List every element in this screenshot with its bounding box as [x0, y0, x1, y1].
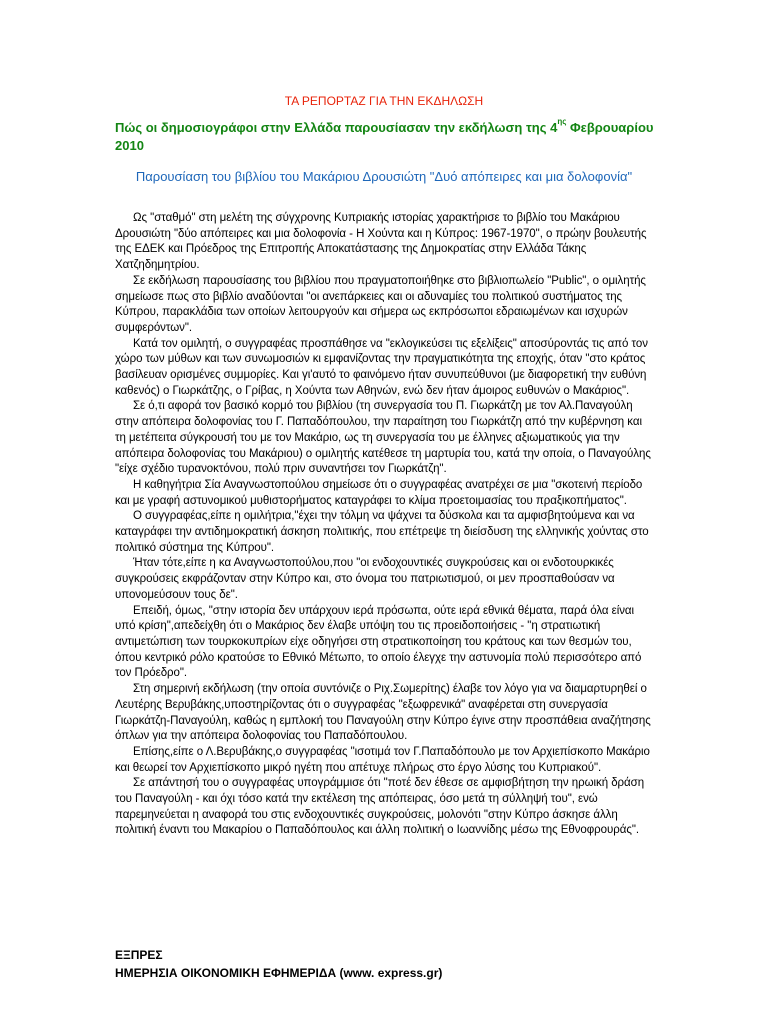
report-heading: ΤΑ ΡΕΠΟΡΤΑΖ ΓΙΑ ΤΗΝ ΕΚΔΗΛΩΣΗ: [284, 94, 484, 108]
newspaper-name: ΕΞΠΡΕΣ: [115, 948, 163, 962]
article-body: [115, 211, 655, 839]
article-paragraph: Στη σημερινή εκδήλωση (την οποία συντόνιζε ο Ριχ.Σωμερίτης) έλαβε τον λόγο για να διαμαρτυρηθεί ο Λευτέρης Βερυβάκης,υποστηρίζοντας ότι ο συγγραφέας "εξωφρενικά" αναφέρεται στη συνεργασία Γιωρκάτζη-Παναγούλη, καθώς η εμπλοκή του Παναγούλη στην Κύπρο έγινε στην προσπάθεια αναζήτησης όπλων για την απόπειρα δολοφονίας του Παπαδόπουλου.: [115, 683, 651, 743]
article-paragraph: Επίσης,είπε ο Λ.Βερυβάκης,ο συγγραφέας "ισοτιμά τον Γ.Παπαδόπουλο με τον Αρχιεπίσκοπο Μακάριο και θεωρεί τον Αρχιεπίσκοπο μικρό ηγέτη που απέτυχε πλήρως στο έργο λύσης του Κυπριακού".: [115, 745, 650, 774]
article-paragraph: Επειδή, όμως, "στην ιστορία δεν υπάρχουν ιερά πρόσωπα, ούτε ιερά εθνικά θέματα, παρά όλα είναι υπό κρίση",απεδείχθη ότι ο Μακάριος δεν έλαβε υπόψη του τις προειδοποιήσεις - "η στρατιωτική αντιμετώπιση των τουρκοκυπρίων είχε οδηγήσει στη στρατικοποίηση του κράτους και των θεσμών του, όπου κεντρικό ρόλο κρατούσε το Εθνικό Μέτωπο, το οποίο έλεγχε την αστυνομία πολύ περισσότερο από τον Πρόεδρο".: [115, 604, 642, 680]
subheading-end: Φεβρουαρίου 2010: [115, 120, 654, 153]
article-paragraph: Η καθηγήτρια Σία Αναγνωστοπούλου σημείωσε ότι ο συγγραφέας ανατρέχει σε μια "σκοτεινή περίοδο και με γραφή αστυνομικού μυθιστορήματος καταγράφει το κλίμα προετοιμασίας του πραξικοπήματος".: [115, 478, 643, 507]
article-paragraph: Σε εκδήλωση παρουσίασης του βιβλίου που πραγματοποιήθηκε στο βιβλιοπωλείο "Public", ο ομιλητής σημείωσε πως στο βιβλίο αναδύονται "οι ανεπάρκειες και οι αδυναμίες του πολιτικού συστήματος της Κύπρου, παρακλάδια των οποίων λειτουργούν και σήμερα ως εκπρόσωποι εδραιωμένων και ισχυρών συμφερόντων".: [115, 274, 646, 334]
article-paragraph: Σε ό,τι αφορά τον βασικό κορμό του βιβλίου (τη συνεργασία του Π. Γιωρκάτζη με τον Αλ.Παναγούλη στην απόπειρα δολοφονίας του Γ. Παπαδόπουλου, την παραίτηση του Γιωρκάτζη από την κυβέρνηση και τη μετέπειτα σύγκρουσή του με τον Μακάριο, ως τη συνεργασία του με έλληνες αξιωματικούς για την απόπειρα δολοφονίας του Μακάριου) ο ομιλητής κατέθεσε τη μαρτυρία του, κατά την οποία, ο Παναγούλης "είχε σχέδιο τυρανοκτόνου, πολύ πριν συναντήσει τον Γιωρκάτζη".: [115, 400, 651, 476]
subheading-superscript: ης: [557, 116, 567, 126]
book-presentation-title: Παρουσίαση του βιβλίου του Μακάριου Δρουσιώτη "Δυό απόπειρες και μια δολοφονία": [135, 169, 633, 184]
source-footer: [115, 946, 655, 982]
newspaper-description: ΗΜΕΡΗΣΙΑ ΟΙΚΟΝΟΜΙΚΗ ΕΦΗΜΕΡΙΔΑ (www. express.gr): [115, 966, 443, 980]
subheading-main: Πώς οι δημοσιογράφοι στην Ελλάδα παρουσίασαν την εκδήλωση της 4: [115, 120, 558, 135]
article-paragraph: Ο συγγραφέας,είπε η ομιλήτρια,"έχει την τόλμη να ψάχνει τα δύσκολα και τα αμφισβητούμενα και να καταγράφει την αντιδημοκρατική άσκηση πολιτικής, που επέτρεψε τη διείσδυση της ελληνικής χούντας στο πολιτικό σύστημα της Κύπρου".: [115, 510, 649, 554]
article-paragraph: Σε απάντησή του ο συγγραφέας υπογράμμισε ότι "ποτέ δεν έθεσε σε αμφισβήτηση την ηρωική δράση του Παναγούλη - και όχι τόσο κατά την εκτέλεση της απόπειρας, όσο μετά τη σύλληψή του", ενώ παρεμηνεύεται η αναφορά του στις ενδοχουντικές συγκρούσεις, μολονότι "στην Κύπρο άσκησε άλλη πολιτική έναντι του Μακαρίου ο Παπαδόπουλος και άλλη πολιτική ο Ιωαννίδης μέσω της Εθνοφρουράς".: [115, 777, 645, 837]
article-paragraph: Ήταν τότε,είπε η κα Αναγνωστοπούλου,που "οι ενδοχουντικές συγκρούσεις και οι ενδοτουρκικές συγκρούσεις εκφράζονταν στην Κύπρο και, στο όνομα του πατριωτισμού, οι μεν προσπαθούσαν να υπονομεύσουν τους δε".: [115, 557, 615, 601]
article-paragraph: Ως "σταθμό" στη μελέτη της σύγχρονης Κυπριακής ιστορίας χαρακτήρισε το βιβλίο του Μακάριου Δρουσιώτη "δύο απόπειρες και μια δολοφονία - Η Χούντα και η Κύπρος: 1967-1970", ο πρώην βουλευτής της ΕΔΕΚ και Πρόεδρος της Επιτροπής Αποκατάστασης της Δημοκρατίας στην Ελλάδα Τάκης Χατζηδημητρίου.: [115, 212, 647, 272]
article-paragraph: Κατά τον ομιλητή, ο συγγραφέας προσπάθησε να "εκλογικεύσει τις εξελίξεις" αποσύροντάς τις από τον χώρο των μύθων και των συνωμοσιών κι εμφανίζοντας την πραγματικότητα της εποχής, όταν "στο κράτος βασίλευαν ορισμένες συμμορίες. Και γι'αυτό το φαινόμενο ήταν συνυπεύθυνοι (με διαφορετική την ευθύνη καθενός) ο Γιωρκάτζης, ο Γρίβας, η Χούντα των Αθηνών, ενώ δεν ήταν άμοιρος ευθυνών ο Μακάριος".: [115, 337, 648, 397]
subheading: [115, 116, 675, 155]
